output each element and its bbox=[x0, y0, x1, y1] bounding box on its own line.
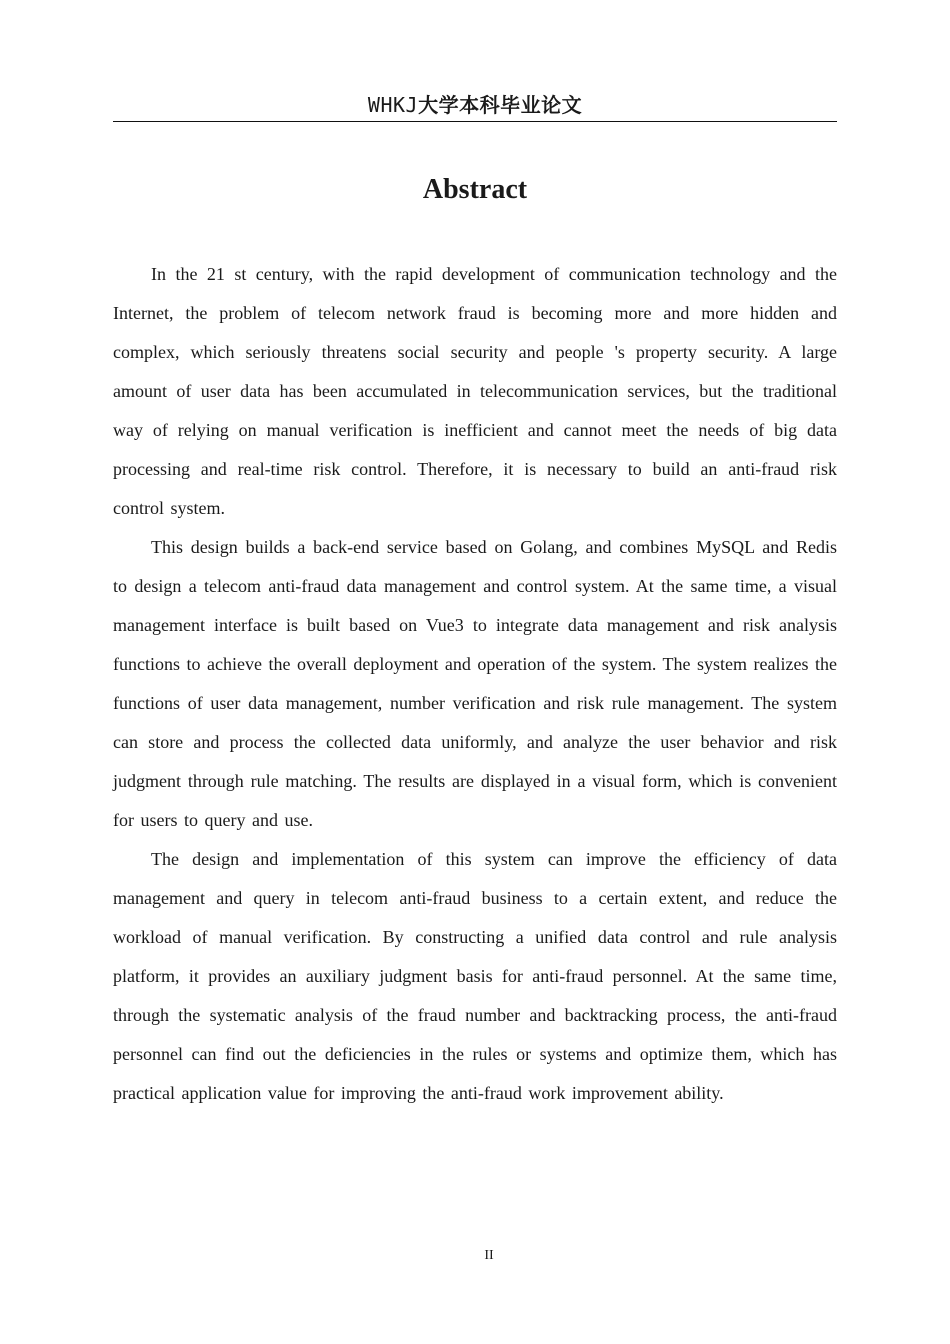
abstract-paragraph-1: In the 21 st century, with the rapid development of communication technology and the Internet, the problem of telecom network fraud is becoming more and more hidden and complex, which seriously threatens social security and people 's property security. A large amount of user data has been accumulated in telecommunication services, but the traditional way of relying on manual verification is inefficient and cannot meet the needs of big data processing and real-time risk control. Therefore, it is necessary to build an anti-fraud risk control system. bbox=[113, 264, 837, 518]
abstract-paragraph-3: The design and implementation of this system can improve the efficiency of data management and query in telecom anti-fraud business to a certain extent, and reduce the workload of manual verification. By constructing a unified data control and rule analysis platform, it provides an auxiliary judgment basis for anti-fraud personnel. At the same time, through the systematic analysis of the fraud number and backtracking process, the anti-fraud personnel can find out the deficiencies in the rules or systems and optimize them, which has practical application value for improving the anti-fraud work improvement ability. bbox=[113, 849, 837, 1103]
abstract-body bbox=[113, 255, 837, 1113]
abstract-title: Abstract bbox=[422, 174, 528, 205]
header-title-cjk: 大学本科毕业论文 bbox=[418, 93, 583, 117]
page-number: II bbox=[484, 1248, 494, 1263]
page-header bbox=[113, 90, 837, 122]
header-title-latin: WHKJ bbox=[367, 93, 419, 117]
header-title bbox=[368, 93, 582, 117]
abstract-paragraph-2: This design builds a back-end service based on Golang, and combines MySQL and Redis to design a telecom anti-fraud data management and control system. At the same time, a visual management interface is built based on Vue3 to integrate data management and risk analysis functions to achieve the overall deployment and operation of the system. The system realizes the functions of user data management, number verification and risk rule management. The system can store and process the collected data uniformly, and analyze the user behavior and risk judgment through rule matching. The results are displayed in a visual form, which is convenient for users to query and use. bbox=[113, 537, 837, 830]
